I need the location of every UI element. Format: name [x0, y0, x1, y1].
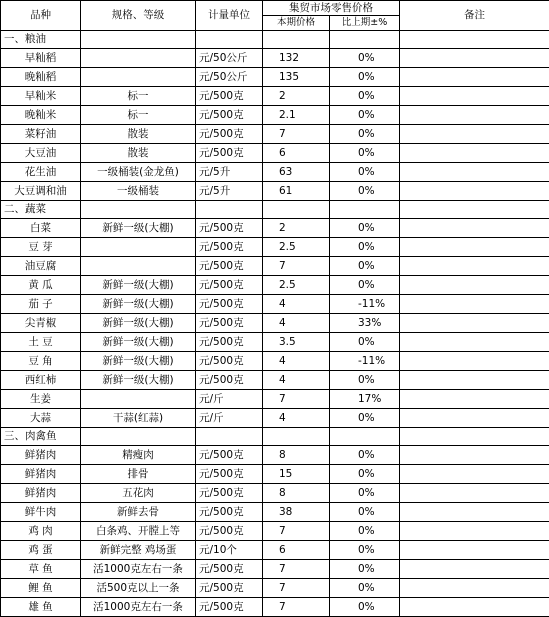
item-price: 7 — [263, 598, 330, 617]
item-name: 草 鱼 — [1, 560, 81, 579]
item-unit: 元/50公斤 — [196, 49, 263, 68]
item-price: 7 — [263, 560, 330, 579]
item-price: 6 — [263, 541, 330, 560]
item-unit: 元/500克 — [196, 333, 263, 352]
header-name: 品种 — [1, 1, 81, 31]
item-note — [400, 276, 549, 295]
item-change: 0% — [330, 409, 400, 428]
table-row — [1, 333, 549, 352]
item-unit: 元/500克 — [196, 257, 263, 276]
item-name: 鲜牛肉 — [1, 503, 81, 522]
table-row — [1, 409, 549, 428]
item-price: 38 — [263, 503, 330, 522]
item-name: 尖青椒 — [1, 314, 81, 333]
item-spec: 标一 — [81, 106, 196, 125]
table-row — [1, 106, 549, 125]
item-unit: 元/500克 — [196, 238, 263, 257]
item-unit: 元/500克 — [196, 352, 263, 371]
item-unit: 元/500克 — [196, 484, 263, 503]
item-price: 63 — [263, 163, 330, 182]
table-row — [1, 579, 549, 598]
item-name: 茄 子 — [1, 295, 81, 314]
item-note — [400, 106, 549, 125]
item-unit: 元/500克 — [196, 371, 263, 390]
category-empty-cell — [330, 31, 400, 49]
item-unit: 元/500克 — [196, 314, 263, 333]
item-change: 0% — [330, 522, 400, 541]
header-spec: 规格、等级 — [81, 1, 196, 31]
item-change: 0% — [330, 333, 400, 352]
item-spec — [81, 68, 196, 87]
table-row — [1, 522, 549, 541]
item-name: 土 豆 — [1, 333, 81, 352]
table-row — [1, 182, 549, 201]
item-note — [400, 598, 549, 617]
item-note — [400, 49, 549, 68]
item-name: 早籼稻 — [1, 49, 81, 68]
item-name: 鸡 肉 — [1, 522, 81, 541]
item-name: 生姜 — [1, 390, 81, 409]
item-price: 7 — [263, 522, 330, 541]
item-name: 豆 角 — [1, 352, 81, 371]
item-spec: 新鲜一级(大棚) — [81, 314, 196, 333]
item-price: 8 — [263, 484, 330, 503]
item-note — [400, 579, 549, 598]
category-empty-cell — [263, 428, 330, 446]
item-note — [400, 390, 549, 409]
item-price: 2 — [263, 87, 330, 106]
item-spec: 新鲜一级(大棚) — [81, 352, 196, 371]
item-change: 0% — [330, 371, 400, 390]
item-price: 6 — [263, 144, 330, 163]
item-price: 4 — [263, 295, 330, 314]
item-note — [400, 371, 549, 390]
item-unit: 元/500克 — [196, 503, 263, 522]
item-spec: 一级桶装 — [81, 182, 196, 201]
item-name: 鸡 蛋 — [1, 541, 81, 560]
category-row — [1, 31, 549, 49]
item-note — [400, 541, 549, 560]
item-price: 7 — [263, 257, 330, 276]
item-note — [400, 352, 549, 371]
item-note — [400, 560, 549, 579]
item-name: 鲤 鱼 — [1, 579, 81, 598]
category-empty-cell — [330, 201, 400, 219]
item-name: 晚籼稻 — [1, 68, 81, 87]
table-row — [1, 390, 549, 409]
item-spec: 散装 — [81, 144, 196, 163]
table-row — [1, 125, 549, 144]
item-spec: 标一 — [81, 87, 196, 106]
item-unit: 元/500克 — [196, 106, 263, 125]
item-note — [400, 314, 549, 333]
item-unit: 元/斤 — [196, 409, 263, 428]
item-change: 0% — [330, 257, 400, 276]
item-name: 鲜猪肉 — [1, 484, 81, 503]
category-empty-cell — [400, 428, 549, 446]
item-price: 135 — [263, 68, 330, 87]
category-empty-cell — [263, 201, 330, 219]
item-spec: 活1000克左右一条 — [81, 560, 196, 579]
item-change: -11% — [330, 295, 400, 314]
item-unit: 元/50公斤 — [196, 68, 263, 87]
table-row — [1, 314, 549, 333]
table-row — [1, 352, 549, 371]
table-body — [1, 31, 549, 617]
table-row — [1, 276, 549, 295]
item-spec: 活500克以上一条 — [81, 579, 196, 598]
item-spec: 新鲜一级(大棚) — [81, 295, 196, 314]
item-unit: 元/500克 — [196, 276, 263, 295]
category-empty-cell — [263, 31, 330, 49]
item-name: 鲜猪肉 — [1, 465, 81, 484]
item-change: 0% — [330, 446, 400, 465]
category-spec-cell — [81, 428, 196, 446]
item-unit: 元/500克 — [196, 446, 263, 465]
item-spec: 新鲜一级(大棚) — [81, 276, 196, 295]
item-unit: 元/500克 — [196, 465, 263, 484]
item-change: 0% — [330, 49, 400, 68]
item-spec: 新鲜去骨 — [81, 503, 196, 522]
table-row — [1, 598, 549, 617]
item-unit: 元/500克 — [196, 295, 263, 314]
item-name: 大豆油 — [1, 144, 81, 163]
item-note — [400, 238, 549, 257]
item-name: 豆 芽 — [1, 238, 81, 257]
item-change: 0% — [330, 125, 400, 144]
item-change: 17% — [330, 390, 400, 409]
item-name: 鲜猪肉 — [1, 446, 81, 465]
item-change: 0% — [330, 106, 400, 125]
item-change: 0% — [330, 68, 400, 87]
item-price: 2.5 — [263, 238, 330, 257]
item-note — [400, 503, 549, 522]
item-change: 0% — [330, 541, 400, 560]
item-note — [400, 163, 549, 182]
item-note — [400, 219, 549, 238]
item-spec — [81, 238, 196, 257]
item-name: 菜籽油 — [1, 125, 81, 144]
item-change: 0% — [330, 87, 400, 106]
item-change: 0% — [330, 219, 400, 238]
item-name: 白菜 — [1, 219, 81, 238]
item-name: 早籼米 — [1, 87, 81, 106]
category-title: 二、蔬菜 — [1, 201, 81, 219]
item-price: 61 — [263, 182, 330, 201]
table-row — [1, 446, 549, 465]
table-row — [1, 295, 549, 314]
item-change: 0% — [330, 276, 400, 295]
category-spec-cell — [81, 201, 196, 219]
category-empty-cell — [400, 201, 549, 219]
item-note — [400, 144, 549, 163]
table-row — [1, 163, 549, 182]
item-spec: 白条鸡、开膛上等 — [81, 522, 196, 541]
item-spec: 活1000克左右一条 — [81, 598, 196, 617]
item-spec: 新鲜一级(大棚) — [81, 333, 196, 352]
item-name: 大豆调和油 — [1, 182, 81, 201]
item-spec — [81, 257, 196, 276]
item-unit: 元/斤 — [196, 390, 263, 409]
item-note — [400, 333, 549, 352]
item-unit: 元/500克 — [196, 144, 263, 163]
item-spec: 五花肉 — [81, 484, 196, 503]
item-change: 0% — [330, 238, 400, 257]
item-unit: 元/500克 — [196, 598, 263, 617]
category-title: 三、肉禽鱼 — [1, 428, 81, 446]
category-empty-cell — [330, 428, 400, 446]
item-price: 2.5 — [263, 276, 330, 295]
table-header — [1, 1, 549, 31]
item-note — [400, 295, 549, 314]
table-row — [1, 560, 549, 579]
item-name: 大蒜 — [1, 409, 81, 428]
item-price: 4 — [263, 352, 330, 371]
item-price: 4 — [263, 409, 330, 428]
table-row — [1, 503, 549, 522]
table-row — [1, 541, 549, 560]
table-row — [1, 257, 549, 276]
category-empty-cell — [196, 31, 263, 49]
table-row — [1, 68, 549, 87]
table-row — [1, 465, 549, 484]
item-change: 0% — [330, 465, 400, 484]
table-row — [1, 87, 549, 106]
item-price: 7 — [263, 390, 330, 409]
header-current-price: 本期价格 — [263, 16, 330, 31]
item-name: 黄 瓜 — [1, 276, 81, 295]
header-note: 备注 — [400, 1, 549, 31]
item-name: 晚籼米 — [1, 106, 81, 125]
header-change: 比上期±% — [330, 16, 400, 31]
item-unit: 元/500克 — [196, 579, 263, 598]
item-unit: 元/500克 — [196, 125, 263, 144]
item-unit: 元/500克 — [196, 219, 263, 238]
category-spec-cell — [81, 31, 196, 49]
table-row — [1, 238, 549, 257]
item-unit: 元/500克 — [196, 87, 263, 106]
category-empty-cell — [196, 428, 263, 446]
table-row — [1, 371, 549, 390]
item-unit: 元/500克 — [196, 560, 263, 579]
item-change: 0% — [330, 182, 400, 201]
category-empty-cell — [400, 31, 549, 49]
item-note — [400, 68, 549, 87]
item-price: 15 — [263, 465, 330, 484]
item-note — [400, 125, 549, 144]
item-spec: 新鲜一级(大棚) — [81, 219, 196, 238]
item-price: 8 — [263, 446, 330, 465]
item-change: 0% — [330, 598, 400, 617]
item-price: 7 — [263, 579, 330, 598]
table-row — [1, 219, 549, 238]
item-price: 4 — [263, 371, 330, 390]
item-change: 0% — [330, 144, 400, 163]
item-change: 33% — [330, 314, 400, 333]
item-price: 2 — [263, 219, 330, 238]
item-spec: 精瘦肉 — [81, 446, 196, 465]
item-unit: 元/10个 — [196, 541, 263, 560]
item-name: 西红柿 — [1, 371, 81, 390]
item-note — [400, 409, 549, 428]
item-name: 雄 鱼 — [1, 598, 81, 617]
table-row — [1, 484, 549, 503]
item-note — [400, 446, 549, 465]
category-row — [1, 428, 549, 446]
item-spec: 新鲜完整 鸡场蛋 — [81, 541, 196, 560]
item-spec: 新鲜一级(大棚) — [81, 371, 196, 390]
item-spec: 干蒜(红蒜) — [81, 409, 196, 428]
item-note — [400, 522, 549, 541]
item-price: 3.5 — [263, 333, 330, 352]
item-price: 4 — [263, 314, 330, 333]
item-unit: 元/5升 — [196, 163, 263, 182]
item-name: 油豆腐 — [1, 257, 81, 276]
item-spec: 一级桶装(金龙鱼) — [81, 163, 196, 182]
item-change: 0% — [330, 484, 400, 503]
category-row — [1, 201, 549, 219]
item-note — [400, 182, 549, 201]
table-row — [1, 49, 549, 68]
item-note — [400, 87, 549, 106]
item-price: 2.1 — [263, 106, 330, 125]
item-spec — [81, 390, 196, 409]
item-change: 0% — [330, 503, 400, 522]
item-spec: 排骨 — [81, 465, 196, 484]
item-name: 花生油 — [1, 163, 81, 182]
item-unit: 元/5升 — [196, 182, 263, 201]
item-change: 0% — [330, 560, 400, 579]
item-note — [400, 484, 549, 503]
header-market-price: 集贸市场零售价格 — [263, 1, 400, 16]
item-note — [400, 257, 549, 276]
category-empty-cell — [196, 201, 263, 219]
item-spec: 散装 — [81, 125, 196, 144]
item-note — [400, 465, 549, 484]
item-price: 7 — [263, 125, 330, 144]
item-spec — [81, 49, 196, 68]
item-change: 0% — [330, 163, 400, 182]
item-change: -11% — [330, 352, 400, 371]
header-unit: 计量单位 — [196, 1, 263, 31]
item-change: 0% — [330, 579, 400, 598]
table-row — [1, 144, 549, 163]
category-title: 一、粮油 — [1, 31, 81, 49]
item-unit: 元/500克 — [196, 522, 263, 541]
item-price: 132 — [263, 49, 330, 68]
